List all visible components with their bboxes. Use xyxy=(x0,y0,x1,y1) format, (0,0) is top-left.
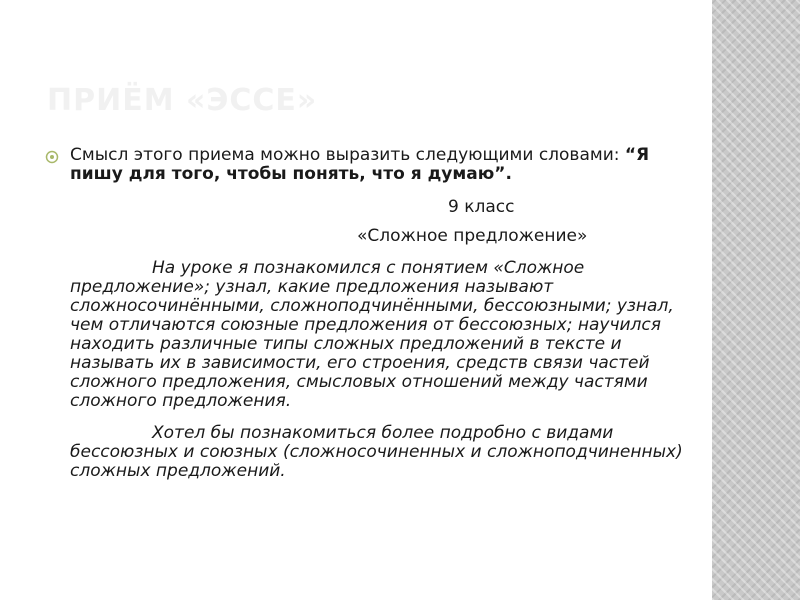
grade-label: 9 класс xyxy=(448,197,515,217)
slide-title: ПРИЁМ «ЭССЕ» xyxy=(47,83,318,118)
topic-label: «Сложное предложение» xyxy=(357,226,588,246)
slide-content xyxy=(70,146,690,481)
essay-paragraph-2: Хотел бы познакомиться более подробно с видами бессоюзных и союзных (сложносочиненных и сложноподчиненных) сложных предложений. xyxy=(70,423,683,481)
decorative-side-panel xyxy=(712,0,800,600)
intro-quote: “Я пишу для того, чтобы понять, что я думаю”. xyxy=(70,145,650,184)
circle-bullet-icon xyxy=(45,150,59,164)
intro-text: Смысл этого приема можно выразить следующими словами: xyxy=(70,145,625,165)
intro-paragraph xyxy=(70,146,690,184)
essay-paragraph-1: На уроке я познакомился с понятием «Сложное предложение»; узнал, какие предложения называют сложносочинёнными, сложноподчинёнными, бессоюзными; узнал, чем отличаются союзные предложения от бессоюзных; научился находить различные типы сложных предложений в тексте и называть их в зависимости, его строения, средств связи частей сложного предложения, смысловых отношений между частями сложного предложения. xyxy=(70,258,674,411)
